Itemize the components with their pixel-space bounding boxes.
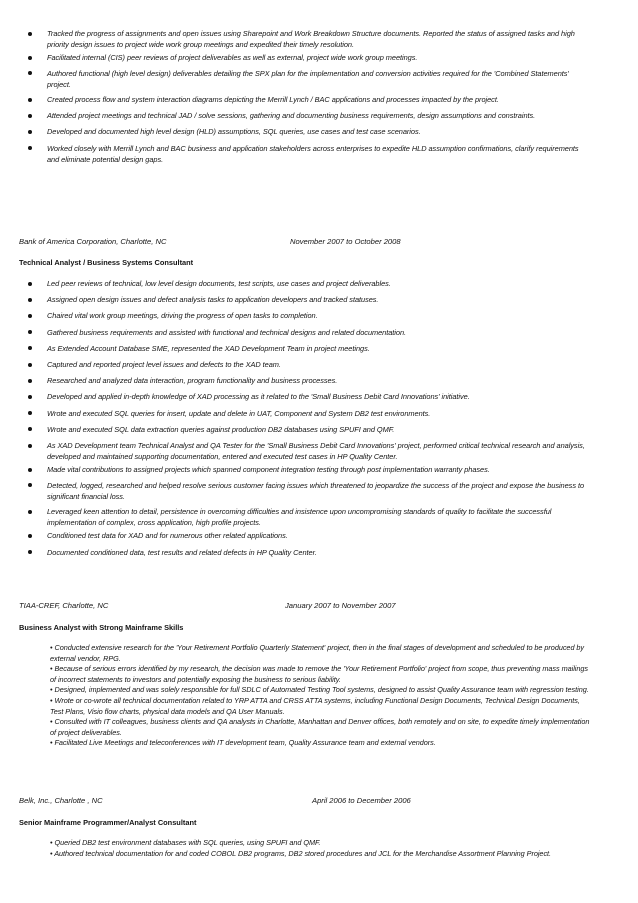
- bullet-item: Developed and documented high level design (HLD) assumptions, SQL queries, use cases and test case scenarios.: [19, 126, 591, 137]
- tiaa-item-list: [50, 643, 590, 749]
- bullet-item: Captured and reported project level issues and defects to the XAD team.: [19, 359, 591, 370]
- bullet-item: Conditioned test data for XAD and for numerous other related applications.: [19, 530, 591, 541]
- employer-boa: Bank of America Corporation, Charlotte, NC: [19, 237, 167, 246]
- bullet-item: Researched and analyzed data interaction, program functionality and business processes.: [19, 375, 591, 386]
- bullet-item: Worked closely with Merrill Lynch and BAC business and application stakeholders across enterprises to expedite HLD assumption confirmations, clarify requirements and eliminate potential design gaps.: [19, 143, 591, 165]
- job-title-boa: Technical Analyst / Business Systems Consultant: [19, 258, 194, 267]
- bullet-item: As Extended Account Database SME, represented the XAD Development Team in project meetings.: [19, 343, 591, 354]
- employer-belk: Belk, Inc., Charlotte , NC: [19, 796, 103, 805]
- bullet-item: Wrote and executed SQL data extraction queries against production DB2 databases using SPUFI and QMF.: [19, 424, 591, 435]
- list-item: • Facilitated Live Meetings and teleconferences with IT development team, Quality Assurance team and external vendors.: [50, 738, 436, 748]
- job-title-tiaa: Business Analyst with Strong Mainframe Skills: [19, 623, 184, 632]
- list-item: • Conducted extensive research for the 'Your Retirement Portfolio Quarterly Statement' project, then in the final stages of development and scheduled to be produced by external vendor, RPG.: [50, 643, 585, 663]
- dates-boa: November 2007 to October 2008: [290, 237, 401, 246]
- bullet-item: Attended project meetings and technical JAD / solve sessions, gathering and documenting business requirements, design assumptions and constraints.: [19, 110, 591, 121]
- belk-item-list: [50, 838, 610, 859]
- bullet-item: Documented conditioned data, test results and related defects in HP Quality Center.: [19, 547, 591, 558]
- list-item: • Because of serious errors identified by my research, the decision was made to remove the 'Your Retirement Portfolio' project from scope, thus preventing mass mailings of incorrect statements to investors and potentially exposing the business to serious liability.: [50, 664, 588, 684]
- employer-tiaa: TIAA-CREF, Charlotte, NC: [19, 601, 109, 610]
- list-item: • Queried DB2 test environment databases with SQL queries, using SPUFI and QMF.: [50, 838, 321, 847]
- bullet-item: Gathered business requirements and assisted with functional and technical designs and related documentation.: [19, 327, 591, 338]
- bullet-item: Tracked the progress of assignments and open issues using Sharepoint and Work Breakdown Structure documents. Reported the status of assigned tasks and high priority design issues to project wide work group meetings and expedited their timely resolution.: [19, 28, 591, 50]
- bullet-item: Assigned open design issues and defect analysis tasks to application developers and tracked statuses.: [19, 294, 591, 305]
- bullet-item: Chaired vital work group meetings, driving the progress of open tasks to completion.: [19, 310, 591, 321]
- bullet-item: Leveraged keen attention to detail, persistence in overcoming difficulties and insistence upon uncompromising standards of quality to facilitate the successful implementation of complex, cross application, high profile projects.: [19, 506, 591, 528]
- dates-tiaa: January 2007 to November 2007: [285, 601, 396, 610]
- boa-bullet-list: [19, 278, 591, 558]
- bullet-item: As XAD Development team Technical Analyst and QA Tester for the 'Small Business Debit Card Innovations' project, performed critical technical research and analysis, developed and maintained supporting documentation, entered and executed test cases in HP Quality Center.: [19, 440, 591, 462]
- bullet-item: Made vital contributions to assigned projects which spanned component integration testing through post implementation warranty phases.: [19, 464, 591, 475]
- job-title-belk: Senior Mainframe Programmer/Analyst Consultant: [19, 818, 197, 827]
- top-bullet-list: [19, 28, 591, 165]
- bullet-item: Led peer reviews of technical, low level design documents, test scripts, use cases and project deliverables.: [19, 278, 591, 289]
- list-item: • Designed, implemented and was solely responsible for full SDLC of Automated Testing Tool systems, designed to assist Quality Assurance team with regression testing.: [50, 685, 589, 695]
- list-item: • Consulted with IT colleagues, business clients and QA analysts in Charlotte, Manhattan and Denver offices, both remotely and on site, to expedite timely implementation of project deliverables.: [50, 717, 590, 737]
- bullet-item: Detected, logged, researched and helped resolve serious customer facing issues which threatened to jeopardize the success of the project and expose the business to significant financial loss.: [19, 480, 591, 502]
- list-item: • Authored technical documentation for and coded COBOL DB2 programs, DB2 stored procedures and JCL for the Merchandise Assortment Planning Project.: [50, 848, 551, 858]
- bullet-item: Authored functional (high level design) deliverables detailing the SPX plan for the implementation and conversion activities required for the 'Combined Statements' project.: [19, 68, 591, 90]
- bullet-item: Developed and applied in-depth knowledge of XAD processing as it related to the 'Small Business Debit Card Innovations' initiative.: [19, 391, 591, 402]
- bullet-item: Wrote and executed SQL queries for insert, update and delete in UAT, Component and System DB2 test environments.: [19, 408, 591, 419]
- bullet-item: Facilitated internal (CIS) peer reviews of project deliverables as well as external, project wide work group meetings.: [19, 52, 591, 63]
- dates-belk: April 2006 to December 2006: [312, 796, 411, 805]
- list-item: • Wrote or co-wrote all technical documentation related to YRP ATTA and CRSS ATTA systems, including Functional Design Documents, Technical Design Documents, Test Plans, Visio flow charts, physical data models and QA User Manuals.: [50, 695, 580, 716]
- bullet-item: Created process flow and system interaction diagrams depicting the Merrill Lynch / BAC applications and processes impacted by the project.: [19, 94, 591, 105]
